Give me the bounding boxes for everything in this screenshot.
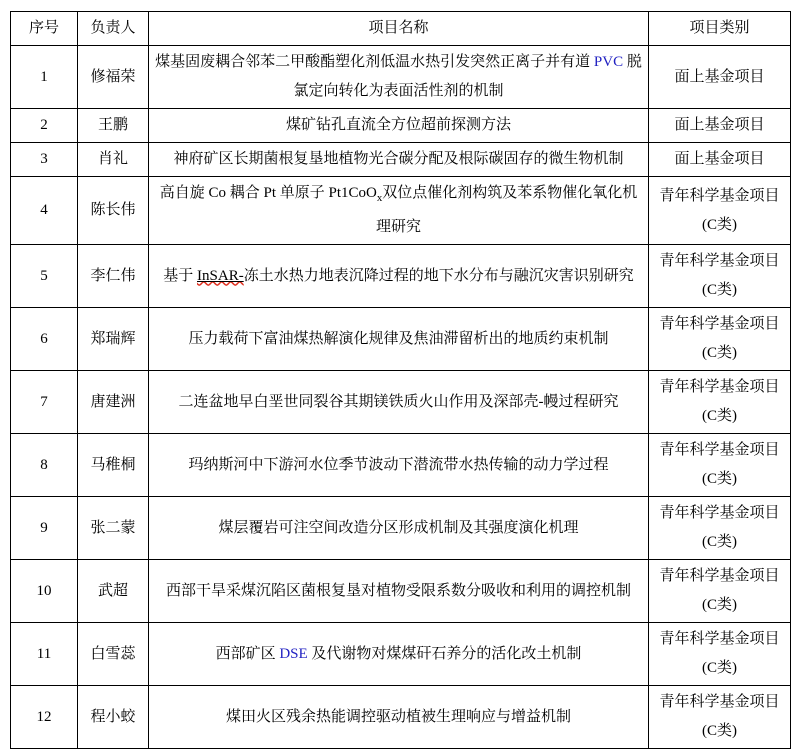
project-category-cell: 青年科学基金项目(C类) xyxy=(649,308,791,371)
person-in-charge-cell: 程小蛟 xyxy=(78,686,149,749)
person-in-charge-cell: 修福荣 xyxy=(78,46,149,109)
serial-number-cell: 2 xyxy=(11,109,78,143)
project-name-segment: 基于 xyxy=(163,267,198,284)
project-category-cell: 青年科学基金项目(C类) xyxy=(649,434,791,497)
project-name-cell xyxy=(149,686,649,749)
projects-table xyxy=(10,11,791,749)
person-in-charge-cell: 马稚桐 xyxy=(78,434,149,497)
project-category-cell: 青年科学基金项目(C类) xyxy=(649,560,791,623)
project-category-cell: 面上基金项目 xyxy=(649,143,791,177)
header-serial-number: 序号 xyxy=(11,12,78,46)
table-row xyxy=(11,245,791,308)
table-body xyxy=(11,46,791,749)
person-in-charge-cell: 白雪蕊 xyxy=(78,623,149,686)
table-row xyxy=(11,143,791,177)
project-name-segment: 煤矿钻孔直流全方位超前探测方法 xyxy=(285,117,511,133)
table-row xyxy=(11,497,791,560)
project-name-cell xyxy=(149,143,649,177)
project-category-cell: 青年科学基金项目(C类) xyxy=(649,686,791,749)
table-row xyxy=(11,686,791,749)
project-name-segment: PVC xyxy=(593,54,624,70)
project-name-segment: InSAR- xyxy=(197,267,244,284)
project-name-segment: 二连盆地早白垩世同裂谷其期镁铁质火山作用及深部壳-幔过程研究 xyxy=(178,393,619,410)
person-in-charge-cell: 王鹏 xyxy=(78,109,149,143)
project-name-segment: 双位点催化剂构筑及苯系物催化氧化机理研究 xyxy=(375,185,638,235)
project-name-cell xyxy=(149,560,649,623)
project-name-cell xyxy=(149,46,649,109)
project-name-cell xyxy=(149,497,649,560)
project-name-segment: DSE xyxy=(279,645,308,662)
project-name-segment: x xyxy=(376,192,383,204)
serial-number-cell: 12 xyxy=(11,686,78,749)
header-person-in-charge: 负责人 xyxy=(78,12,149,46)
serial-number-cell: 8 xyxy=(11,434,78,497)
serial-number-cell: 7 xyxy=(11,371,78,434)
serial-number-cell: 10 xyxy=(11,560,78,623)
project-name-cell xyxy=(149,109,649,143)
table-header-row xyxy=(11,12,791,46)
project-name-segment: 神府矿区长期菌根复垦地植物光合碳分配及根际碳固存的微生物机制 xyxy=(173,151,624,167)
table-row xyxy=(11,109,791,143)
project-name-segment: 冻土水热力地表沉降过程的地下水分布与融沉灾害识别研究 xyxy=(243,267,634,284)
table-row xyxy=(11,177,791,245)
header-project-name: 项目名称 xyxy=(149,12,649,46)
project-category-cell: 面上基金项目 xyxy=(649,46,791,109)
project-name-segment: 西部干旱采煤沉陷区菌根复垦对植物受限系数分吸收和利用的调控机制 xyxy=(165,582,631,599)
serial-number-cell: 5 xyxy=(11,245,78,308)
project-name-cell xyxy=(149,434,649,497)
project-name-cell xyxy=(149,245,649,308)
project-name-cell xyxy=(149,371,649,434)
project-name-segment: 煤田火区残余热能调控驱动植被生理响应与增益机制 xyxy=(225,708,571,725)
project-category-cell: 青年科学基金项目(C类) xyxy=(649,177,791,245)
serial-number-cell: 11 xyxy=(11,623,78,686)
person-in-charge-cell: 武超 xyxy=(78,560,149,623)
table-row xyxy=(11,434,791,497)
person-in-charge-cell: 张二蒙 xyxy=(78,497,149,560)
person-in-charge-cell: 唐建洲 xyxy=(78,371,149,434)
project-category-cell: 面上基金项目 xyxy=(649,109,791,143)
person-in-charge-cell: 郑瑞辉 xyxy=(78,308,149,371)
project-name-segment: 高自旋 Co 耦合 Pt 单原子 Pt1CoO xyxy=(159,185,377,201)
person-in-charge-cell: 肖礼 xyxy=(78,143,149,177)
project-name-segment: 脱氯定向转化为表面活性剂的机制 xyxy=(293,54,642,99)
header-project-category: 项目类别 xyxy=(649,12,791,46)
project-category-cell: 青年科学基金项目(C类) xyxy=(649,371,791,434)
project-name-segment: 西部矿区 xyxy=(215,645,280,662)
project-category-cell: 青年科学基金项目(C类) xyxy=(649,623,791,686)
project-name-cell xyxy=(149,308,649,371)
table-row xyxy=(11,308,791,371)
table-row xyxy=(11,560,791,623)
table-row xyxy=(11,371,791,434)
project-name-segment xyxy=(197,268,244,284)
project-name-segment: 及代谢物对煤煤矸石养分的活化改土机制 xyxy=(307,645,582,662)
project-category-cell: 青年科学基金项目(C类) xyxy=(649,245,791,308)
project-name-cell xyxy=(149,177,649,245)
table-row xyxy=(11,46,791,109)
project-name-segment: 煤层覆岩可注空间改造分区形成机制及其强度演化机理 xyxy=(218,519,579,536)
table-row xyxy=(11,623,791,686)
serial-number-cell: 4 xyxy=(11,177,78,245)
serial-number-cell: 9 xyxy=(11,497,78,560)
project-name-cell xyxy=(149,623,649,686)
project-category-cell: 青年科学基金项目(C类) xyxy=(649,497,791,560)
project-name-segment: 煤基固废耦合邻苯二甲酸酯塑化剂低温水热引发突然正离子并有道 xyxy=(155,54,594,70)
serial-number-cell: 3 xyxy=(11,143,78,177)
person-in-charge-cell: 陈长伟 xyxy=(78,177,149,245)
serial-number-cell: 6 xyxy=(11,308,78,371)
project-name-segment: 压力载荷下富油煤热解演化规律及焦油滞留析出的地质约束机制 xyxy=(188,330,609,347)
project-name-segment: 玛纳斯河中下游河水位季节波动下潜流带水热传输的动力学过程 xyxy=(188,456,609,473)
serial-number-cell: 1 xyxy=(11,46,78,109)
person-in-charge-cell: 李仁伟 xyxy=(78,245,149,308)
